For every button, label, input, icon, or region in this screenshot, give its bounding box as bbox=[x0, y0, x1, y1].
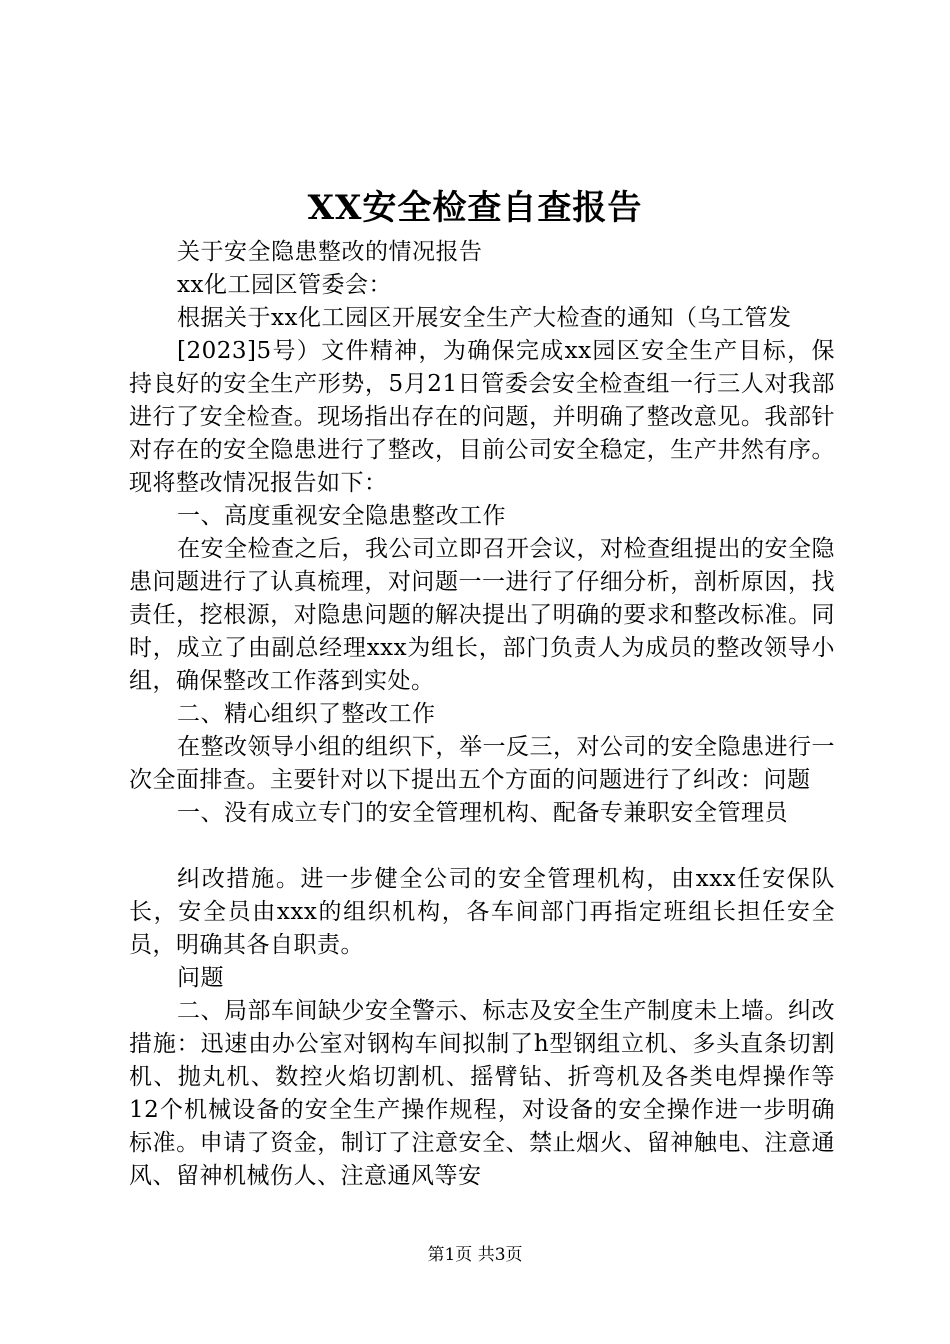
issue-label: 问题 bbox=[177, 965, 224, 991]
body-paragraph: 纠改措施。进一步健全公司的安全管理机构，由xxx任安保队长，安全员由xxx的组织机构，各车间部门再指定班组长担任安全员，明确其各自职责。 bbox=[129, 866, 835, 958]
section-heading: 一、高度重视安全隐患整改工作 bbox=[177, 503, 506, 529]
body-paragraph: 在整改领导小组的组织下，举一反三，对公司的安全隐患进行一次全面排查。主要针对以下提出五个方面的问题进行了纠改：问题 bbox=[129, 734, 835, 793]
body-paragraph: [2023]5号）文件精神，为确保完成xx园区安全生产目标，保持良好的安全生产形势，5月21日管委会安全检查组一行三人对我部进行了安全检查。现场指出存在的问题，并明确了整改意见。我部针对存在的安全隐患进行了整改，目前公司安全稳定，生产井然有序。现将整改情况报告如下： bbox=[129, 338, 835, 496]
body-paragraph: 二、局部车间缺少安全警示、标志及安全生产制度未上墙。纠改措施：迅速由办公室对钢构车间拟制了h型钢组立机、多头直条切割机、抛丸机、数控火焰切割机、摇臂钻、折弯机及各类电焊操作等12个机械设备的安全生产操作规程，对设备的安全操作进一步明确标准。申请了资金，制订了注意安全、禁止烟火、留神触电、注意通风、留神机械伤人、注意通风等安 bbox=[129, 998, 835, 1189]
issue-item: 一、没有成立专门的安全管理机构、配备专兼职安全管理员 bbox=[177, 800, 788, 826]
document-body bbox=[129, 236, 835, 1193]
blank-line bbox=[129, 830, 835, 863]
report-subtitle: 关于安全隐患整改的情况报告 bbox=[177, 239, 483, 265]
section-heading: 二、精心组织了整改工作 bbox=[177, 701, 436, 727]
document-title: XX安全检查自查报告 bbox=[307, 188, 643, 228]
addressee: xx化工园区管委会： bbox=[177, 272, 392, 298]
body-paragraph: 根据关于xx化工园区开展安全生产大检查的通知（乌工管发 bbox=[177, 305, 792, 331]
body-paragraph: 在安全检查之后，我公司立即召开会议，对检查组提出的安全隐患问题进行了认真梳理，对问题一一进行了仔细分析，剖析原因，找责任，挖根源，对隐患问题的解决提出了明确的要求和整改标准。同时，成立了由副总经理xxx为组长，部门负责人为成员的整改领导小组，确保整改工作落到实处。 bbox=[129, 536, 835, 694]
page-footer: 第1页 共3页 bbox=[427, 1245, 523, 1265]
